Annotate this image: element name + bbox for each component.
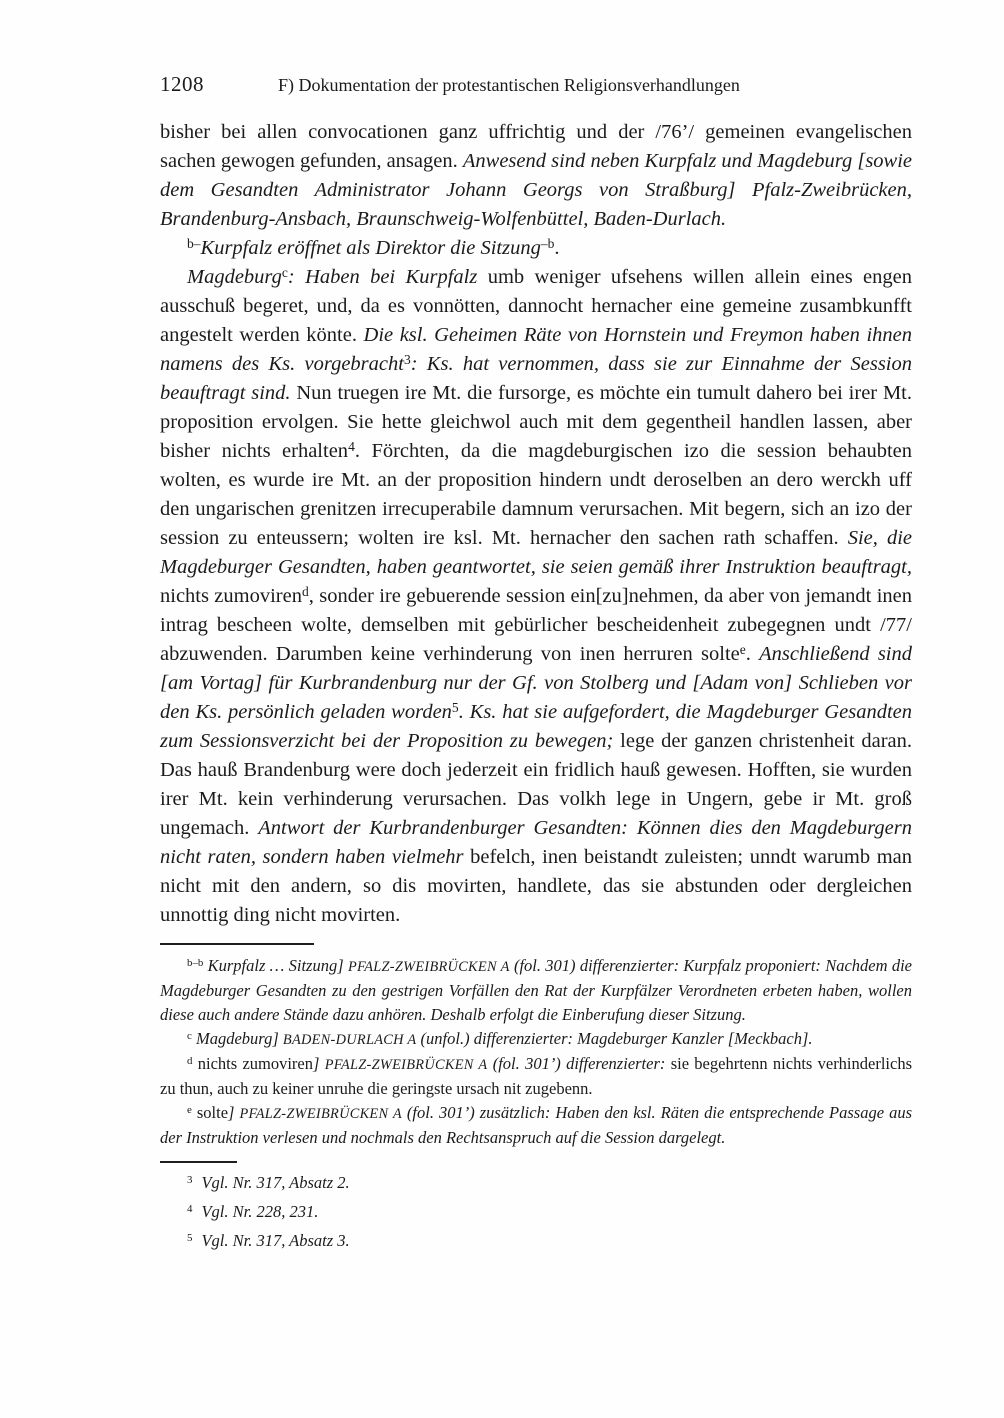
footnote-marker: c — [281, 264, 288, 280]
numbered-footnotes — [160, 1171, 912, 1253]
running-title: F) Dokumentation der protestantischen Religionsverhandlungen — [278, 75, 740, 95]
text-segment: Anschließend sind [am Vortag] für Kurbrandenburg nur der Gf. von Stolberg und [Adam von] Schlieben vor den Ks. persönlich geladen worden — [160, 643, 913, 723]
footnote-marker: c — [187, 1029, 192, 1042]
body-paragraph-magdeburg — [160, 263, 912, 930]
text-segment: (fol. 301) differenzierter: Kurpfalz proponiert: Nachdem die Magdeburger Gesandten zu den gestrigen Vorfällen den Rat der Kurpfälzer Verordneten erbeten haben, wollen diese auch andere Stände dazu anhören. Deshalb erfolgt die Einberufung dieser Sitzung. — [160, 956, 912, 1024]
footnote-marker: e — [739, 641, 746, 657]
text-segment: nichts zumoviren — [192, 1054, 314, 1073]
text-segment: Sie, die Magdeburger Gesandten, haben geantwortet, sie seien gemäß ihrer Instruktion beauftragt, — [160, 527, 912, 578]
text-segment: PFALZ-ZWEIBRÜCKEN A — [347, 959, 510, 975]
text-segment: nichts zumoviren — [160, 585, 302, 607]
text-segment: : Haben bei Kurpfalz — [287, 266, 488, 288]
footnote-marker: b–b — [187, 956, 204, 969]
text-segment: Vgl. Nr. 317, Absatz 2. — [201, 1173, 350, 1192]
text-segment: Magdeburg — [187, 266, 282, 288]
footnote-marker: 4 — [187, 1202, 193, 1215]
footnote-marker: e — [187, 1103, 192, 1116]
text-segment: : Ks. hat vernommen, dass sie zur Einnahme der Session beauftragt sind. — [160, 353, 912, 404]
text-segment: Antwort der Kurbrandenburger Gesandten: Können dies den Magdeburgern nicht raten, sondern haben vielmehr — [160, 817, 912, 868]
text-segment: (fol. 301’) differenzierter: — [487, 1054, 671, 1073]
footnote-marker: d — [301, 583, 309, 599]
text-segment: Vgl. Nr. 228, 231. — [201, 1202, 319, 1221]
text-segment: (fol. 301’) zusätzlich: Haben den ksl. Räten die entsprechende Passage aus der Instruktion verlesen und nochmals den Rechtsanspruch auf die Session dargelegt. — [160, 1103, 912, 1147]
text-segment: bisher bei allen convocationen ganz uffrichtig und der /76’/ gemeinen evangelischen sachen gewogen gefunden, ansagen. — [160, 121, 912, 172]
text-segment: . — [745, 643, 760, 665]
numbered-footnotes-separator — [160, 1161, 237, 1163]
text-segment: Die ksl. Geheimen Räte von Hornstein und Freymon haben ihnen namens des Ks. vorgebracht — [160, 324, 912, 375]
footnote-d — [160, 1052, 912, 1101]
footnote-marker: 3 — [403, 351, 411, 367]
letter-footnotes-separator — [160, 943, 314, 945]
body-paragraph-session-opening — [160, 234, 912, 263]
text-segment: Kurpfalz … Sitzung] — [203, 956, 348, 975]
text-segment: PFALZ-ZWEIBRÜCKEN A — [324, 1057, 488, 1073]
footnote-marker: d — [187, 1054, 193, 1067]
page-header — [160, 72, 912, 97]
footnote-e — [160, 1101, 912, 1150]
footnote-marker: 4 — [348, 438, 355, 454]
footnote-marker: b– — [187, 235, 201, 251]
text-segment: befelch, inen beistandt zuleisten; unndt warumb man nicht mit den andern, so dis movirten, handlete, das sie abstunden oder dergleichen unnottig ding nicht movirten. — [160, 846, 912, 926]
text-segment: Nun truegen ire Mt. die fursorge, es möchte ein tumult dahero bei irer Mt. proposition ervolgen. Sie hette gleichwol auch mit dem gegentheil handlen lassen, aber bisher nichts erhalten — [160, 382, 912, 462]
text-segment: ] — [313, 1054, 325, 1073]
footnote-marker: 5 — [187, 1231, 193, 1244]
text-segment: Vgl. Nr. 317, Absatz 3. — [201, 1231, 350, 1250]
text-segment: ] — [228, 1103, 240, 1122]
body-text — [160, 118, 912, 930]
footnote-3 — [160, 1171, 912, 1195]
page-number: 1208 — [160, 72, 204, 96]
footnote-marker: 5 — [451, 699, 459, 715]
footnote-marker: 3 — [187, 1173, 193, 1186]
footnote-4 — [160, 1200, 912, 1224]
footnote-5 — [160, 1229, 912, 1253]
text-segment: solte — [191, 1103, 229, 1122]
text-segment: . Förchten, da die magdeburgischen izo die session behaubten wolten, es wurde ire Mt. an der proposition hindern undt deroselben an dero werckh uff den ungarischen grenitzen irrecuperabile damnum verursachen. Mit begern, sich an izo der session zu enteussern; wolten ire ksl. Mt. hernacher den sachen rath schaffen. — [160, 440, 912, 549]
text-segment: umb weniger ufsehens willen allein eines engen ausschuß begeret, und, da es vonnötten, dannocht hernacher eine gemeine zusambkunfft angestelt werden könte. — [160, 266, 912, 346]
text-segment: PFALZ-ZWEIBRÜCKEN A — [239, 1106, 402, 1122]
text-segment: Anwesend sind neben Kurpfalz und Magdeburg [sowie dem Gesandten Administrator Johann Georgs von Straßburg] Pfalz-Zweibrücken, Brandenburg-Ansbach, Braunschweig-Wolfenbüttel, Baden-Durlach. — [160, 150, 913, 230]
footnote-marker: –b — [540, 235, 555, 251]
text-segment: lege der ganzen christenheit daran. Das hauß Brandenburg were doch jederzeit ein fridlich hauß gewesen. Hofften, sie wurden irer Mt. kein verhinderung verursachen. Das volkh lege in Ungern, gebe ir Mt. groß ungemach. — [160, 730, 912, 839]
body-paragraph-continuation — [160, 118, 912, 234]
text-segment: sie begehrtenn nichts verhinderlichs zu thun, auch zu keiner unruhe die geringste ursach nit zugebenn. — [160, 1054, 912, 1098]
text-segment: , sonder ire gebuerende session ein[zu]nehmen, da aber von jemandt inen intrag bescheen wolte, demselben mit gebürlicher bescheidenheit zubegegnen undt /77/ abzuwenden. Darumben keine verhinderung von inen herruren solte — [160, 585, 912, 665]
text-segment: BADEN-DURLACH A — [282, 1032, 417, 1048]
text-segment: (unfol.) differenzierter: Magdeburger Kanzler [Meckbach]. — [416, 1029, 813, 1048]
text-segment: Magdeburg] — [191, 1029, 283, 1048]
letter-footnotes — [160, 954, 912, 1150]
footnote-b — [160, 954, 912, 1027]
text-segment: . — [554, 237, 560, 259]
text-segment: Kurpfalz eröffnet als Direktor die Sitzung — [200, 237, 541, 259]
footnote-c — [160, 1027, 912, 1052]
text-segment: . Ks. hat sie aufgefordert, die Magdeburger Gesandten zum Sessionsverzicht bei der Proposition zu bewegen; — [160, 701, 912, 752]
